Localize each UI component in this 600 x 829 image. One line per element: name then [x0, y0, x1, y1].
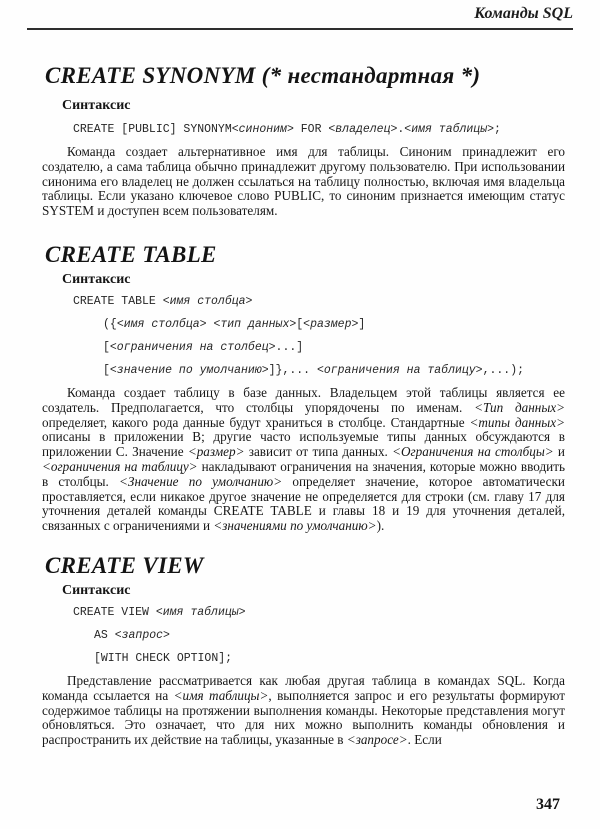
- create-view-code-block: [73, 601, 565, 670]
- create-table-heading: CREATE TABLE: [45, 241, 217, 267]
- code-line: ({<имя столбца> <тип данных>[<размер>]: [103, 317, 366, 331]
- running-header: [0, 0, 600, 23]
- create-synonym-code-block: [73, 118, 565, 141]
- section-create-table: [42, 241, 565, 534]
- code-line: CREATE VIEW <имя таблицы>: [73, 605, 246, 619]
- section-create-view: [42, 552, 565, 748]
- page-number: 347: [536, 796, 560, 813]
- code-line: [WITH CHECK OPTION];: [94, 651, 233, 665]
- code-line: CREATE [PUBLIC] SYNONYM<синоним> FOR <владелец>.<имя таблицы>;: [73, 123, 501, 136]
- code-line: [<ограничения на столбец>...]: [103, 340, 304, 354]
- create-view-syntax-label: Синтаксис: [62, 582, 131, 598]
- code-line: AS <запрос>: [94, 628, 170, 642]
- code-line: CREATE TABLE <имя столбца>: [73, 294, 253, 308]
- header-rule: [27, 28, 573, 30]
- create-view-paragraph: Представление рассматривается как любая другая таблица в командах SQL. Когда команда ссылается на <имя таблицы>, выполняется запрос и его результаты формируют содержимое таблицы на протяжении выполнения команды. Некоторые представления могут обновляться. Это означает, что для них можно выполнить команды обновления и распространить их действие на таблицы, указанные в <запросе>. Если: [42, 672, 565, 748]
- create-table-code-block: [73, 290, 565, 382]
- create-synonym-paragraph: Команда создает альтернативное имя для таблицы. Синоним принадлежит его создателю, а сама таблица обычно принадлежит другому пользователю. При использовании синонима его владелец не должен ссылаться на таблицу полностью, включая имя владельца таблицы. Если указано ключевое слово PUBLIC, то синоним признается имеющим статус SYSTEM и доступен всем пользователям.: [42, 144, 565, 219]
- create-table-syntax-label: Синтаксис: [62, 271, 131, 287]
- running-header-title: Команды SQL: [474, 5, 573, 22]
- create-view-heading: CREATE VIEW: [45, 552, 204, 578]
- page-content: [0, 62, 600, 748]
- section-create-synonym: [42, 62, 565, 219]
- create-synonym-heading: CREATE SYNONYM (* нестандартная *): [45, 63, 481, 88]
- create-synonym-syntax-label: Синтаксис: [62, 98, 131, 113]
- create-table-paragraph: Команда создает таблицу в базе данных. Владельцем этой таблицы является ее создатель. Предполагается, что столбцы упорядочены по именам. <Тип данных> определяет, какого рода данные будут храниться в столбце. Стандартные <типы данных> описаны в приложении B; другие часто используемые типы данных обсуждаются в приложении C. Значение <размер> зависит от типа данных. <Ограничения на столбцы> и <ограничения на таблицу> накладывают ограничения на значения, которые можно вводить в столбцы. <Значение по умолчанию> определяет значение, которое автоматически проставляется, если никакое другое значение не определяется для строки (см. главу 17 для уточнения деталей команды CREATE TABLE и главы 18 и 19 для уточнения деталей, связанных с ограничениями и <значениями по умолчанию>).: [42, 384, 566, 534]
- code-line: [<значение по умолчанию>]},... <ограничения на таблицу>,...);: [103, 363, 525, 377]
